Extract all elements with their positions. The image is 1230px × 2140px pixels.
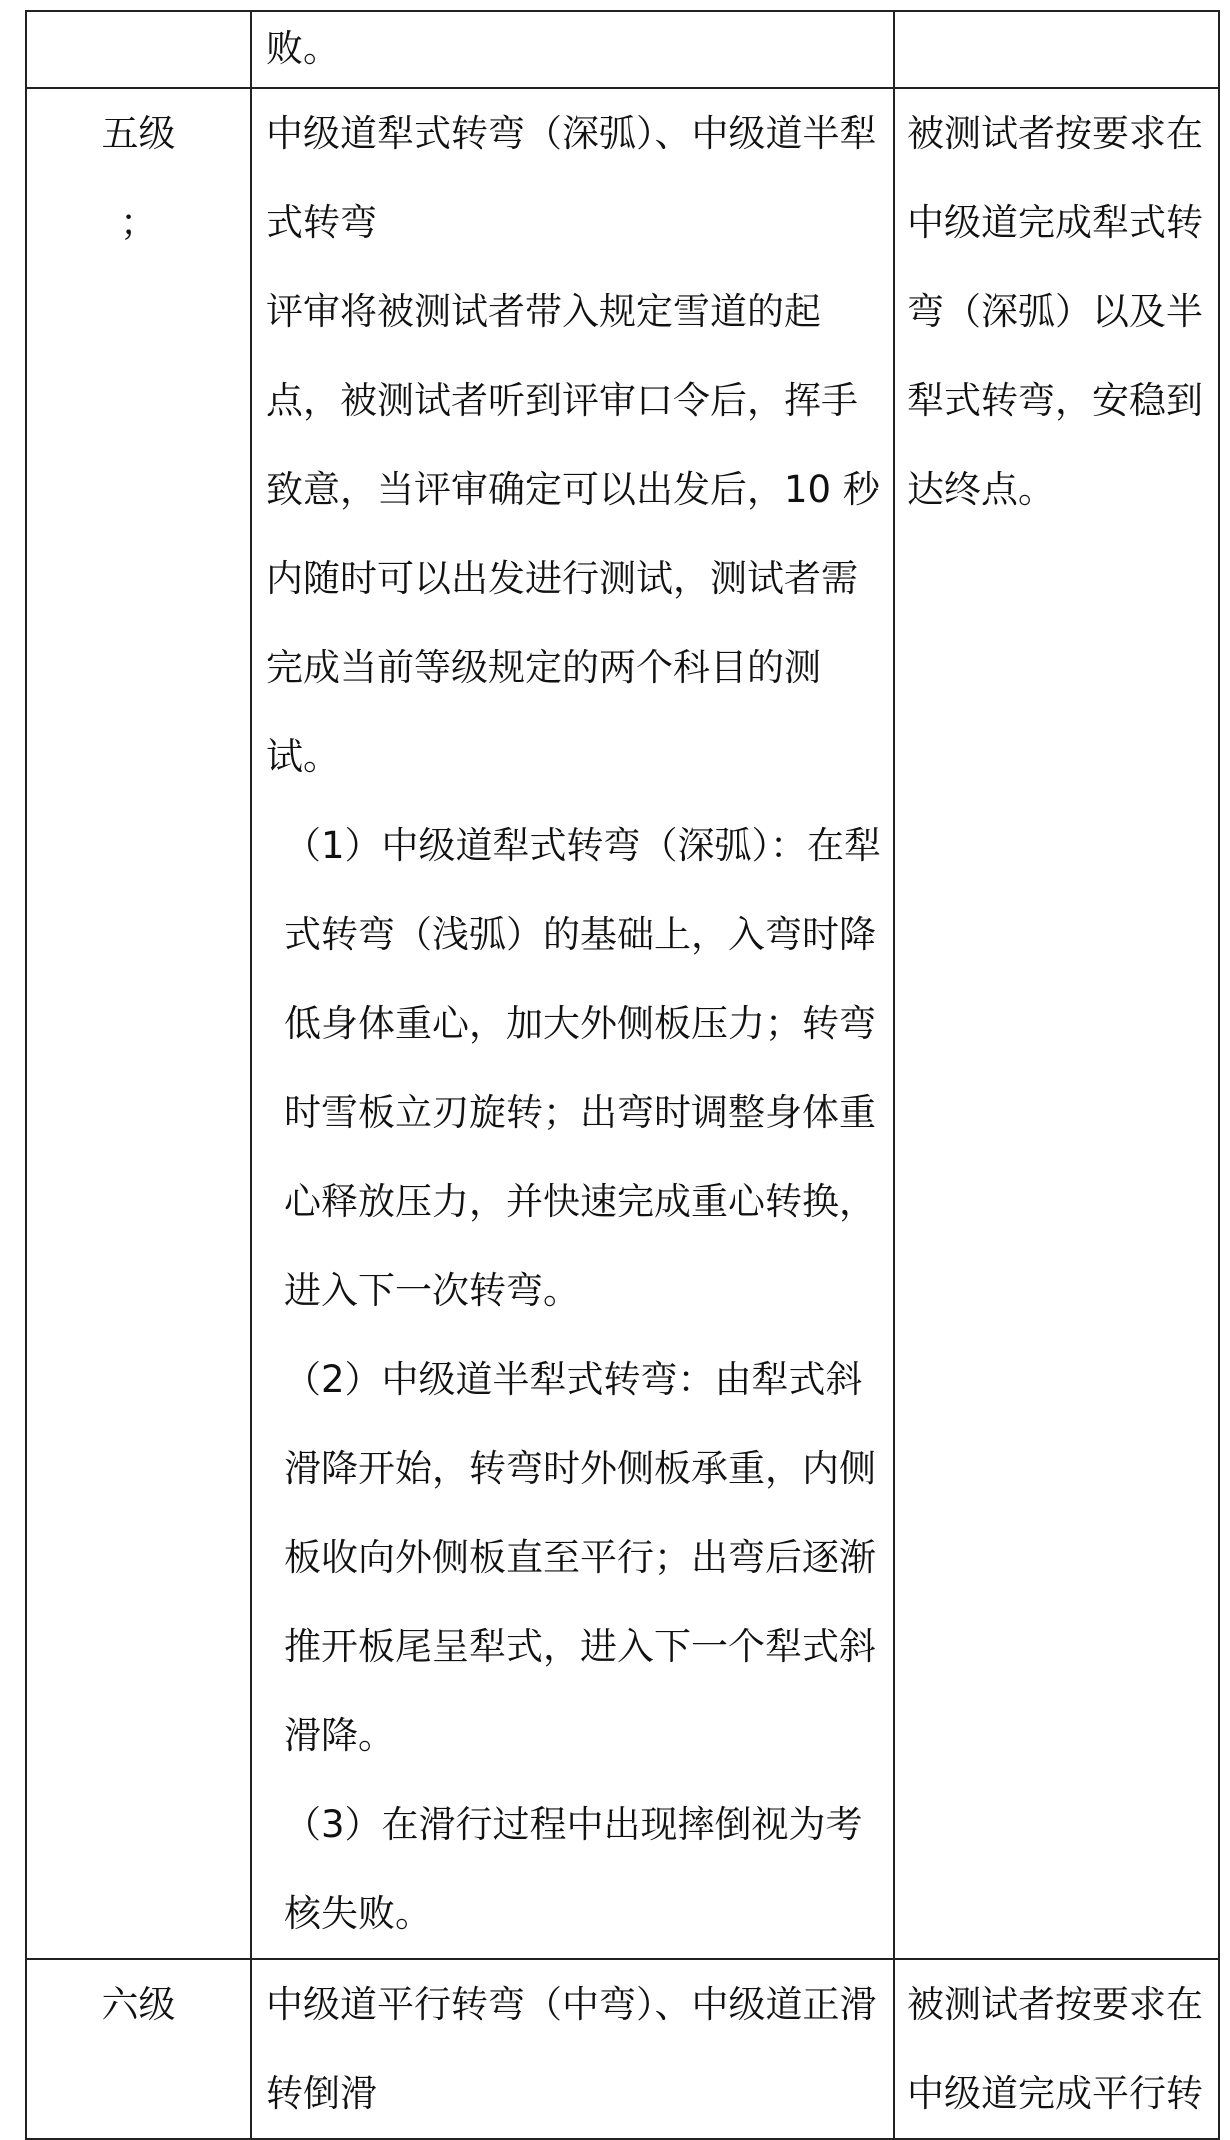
level-label: 五级 bbox=[101, 112, 176, 155]
level-cell bbox=[26, 11, 251, 88]
content-intro: 评审将被测试者带入规定雪道的起点，被测试者听到评审口令后，挥手致意，当评审确定可以出发后，10 秒内随时可以出发进行测试，测试者需完成当前等级规定的两个科目的测试。 bbox=[266, 290, 880, 778]
content-title: 中级道平行转弯（中弯）、中级道正滑转倒滑 bbox=[266, 1983, 877, 2115]
level-mark: ； bbox=[120, 201, 157, 244]
content-cell bbox=[251, 11, 894, 88]
content-text: 败。 bbox=[266, 27, 340, 70]
requirement-text: 被测试者按要求在中级道完成平行转 bbox=[907, 1983, 1203, 2115]
requirement-cell bbox=[894, 1959, 1219, 2139]
level-label: 六级 bbox=[101, 1983, 176, 2026]
content-cell bbox=[251, 1959, 894, 2139]
content-cell bbox=[251, 88, 894, 1959]
table-row bbox=[26, 1959, 1219, 2139]
content-item-1: （1）中级道犁式转弯（深弧）：在犁式转弯（浅弧）的基础上，入弯时降低身体重心，加大外侧板压力；转弯时雪板立刃旋转；出弯时调整身体重心释放压力，并快速完成重心转换，进入下一次转弯。 bbox=[284, 824, 882, 1312]
table-row bbox=[26, 11, 1219, 88]
content-item-2: （2）中级道半犁式转弯：由犁式斜滑降开始，转弯时外侧板承重，内侧板收向外侧板直至平行；出弯后逐渐推开板尾呈犁式，进入下一个犁式斜滑降。 bbox=[284, 1358, 876, 1757]
level-cell bbox=[26, 88, 251, 1959]
requirement-text: 被测试者按要求在中级道完成犁式转弯（深弧）以及半犁式转弯，安稳到达终点。 bbox=[907, 112, 1203, 511]
content-item-3: （3）在滑行过程中出现摔倒视为考核失败。 bbox=[284, 1803, 863, 1935]
requirement-cell bbox=[894, 88, 1219, 1959]
requirement-cell bbox=[894, 11, 1219, 88]
level-cell bbox=[26, 1959, 251, 2139]
assessment-table bbox=[25, 10, 1220, 2140]
content-title: 中级道犁式转弯（深弧）、中级道半犁式转弯 bbox=[266, 112, 877, 244]
table-row bbox=[26, 88, 1219, 1959]
